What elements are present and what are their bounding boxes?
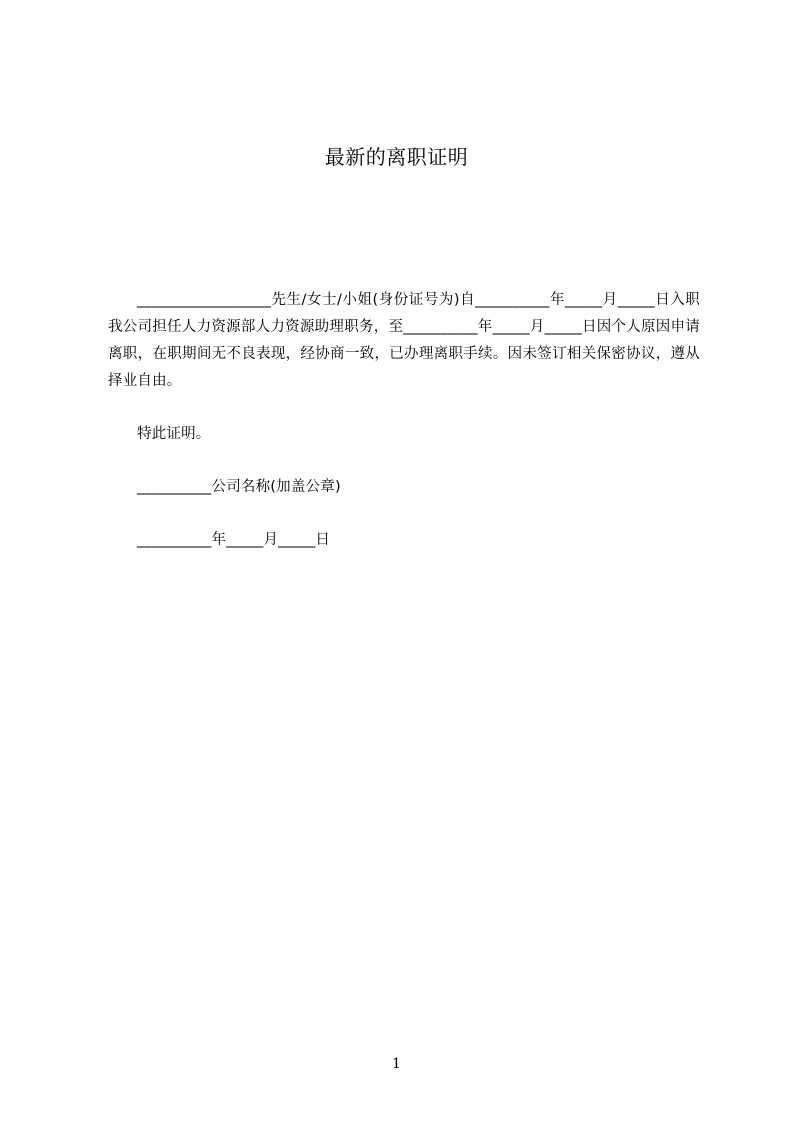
date-signature-line: __________年_____月_____日	[137, 532, 331, 548]
page-number: 1	[392, 1056, 401, 1072]
document-title: 最新的离职证明	[324, 145, 469, 169]
closing-statement: 特此证明。	[137, 426, 211, 442]
company-signature-line: __________公司名称(加盖公章)	[137, 479, 341, 495]
resignation-paragraph: __________________先生/女士/小姐(身份证号为)自__________年_____月_____日入职我公司担任人力资源部人力资源助理职务，至__________年_____月_____日因个人原因申请离职，在职期间无不良表现，经协商一致，已办理离职手续。因未签订相关保密协议，遵从择业自由。	[108, 292, 700, 389]
